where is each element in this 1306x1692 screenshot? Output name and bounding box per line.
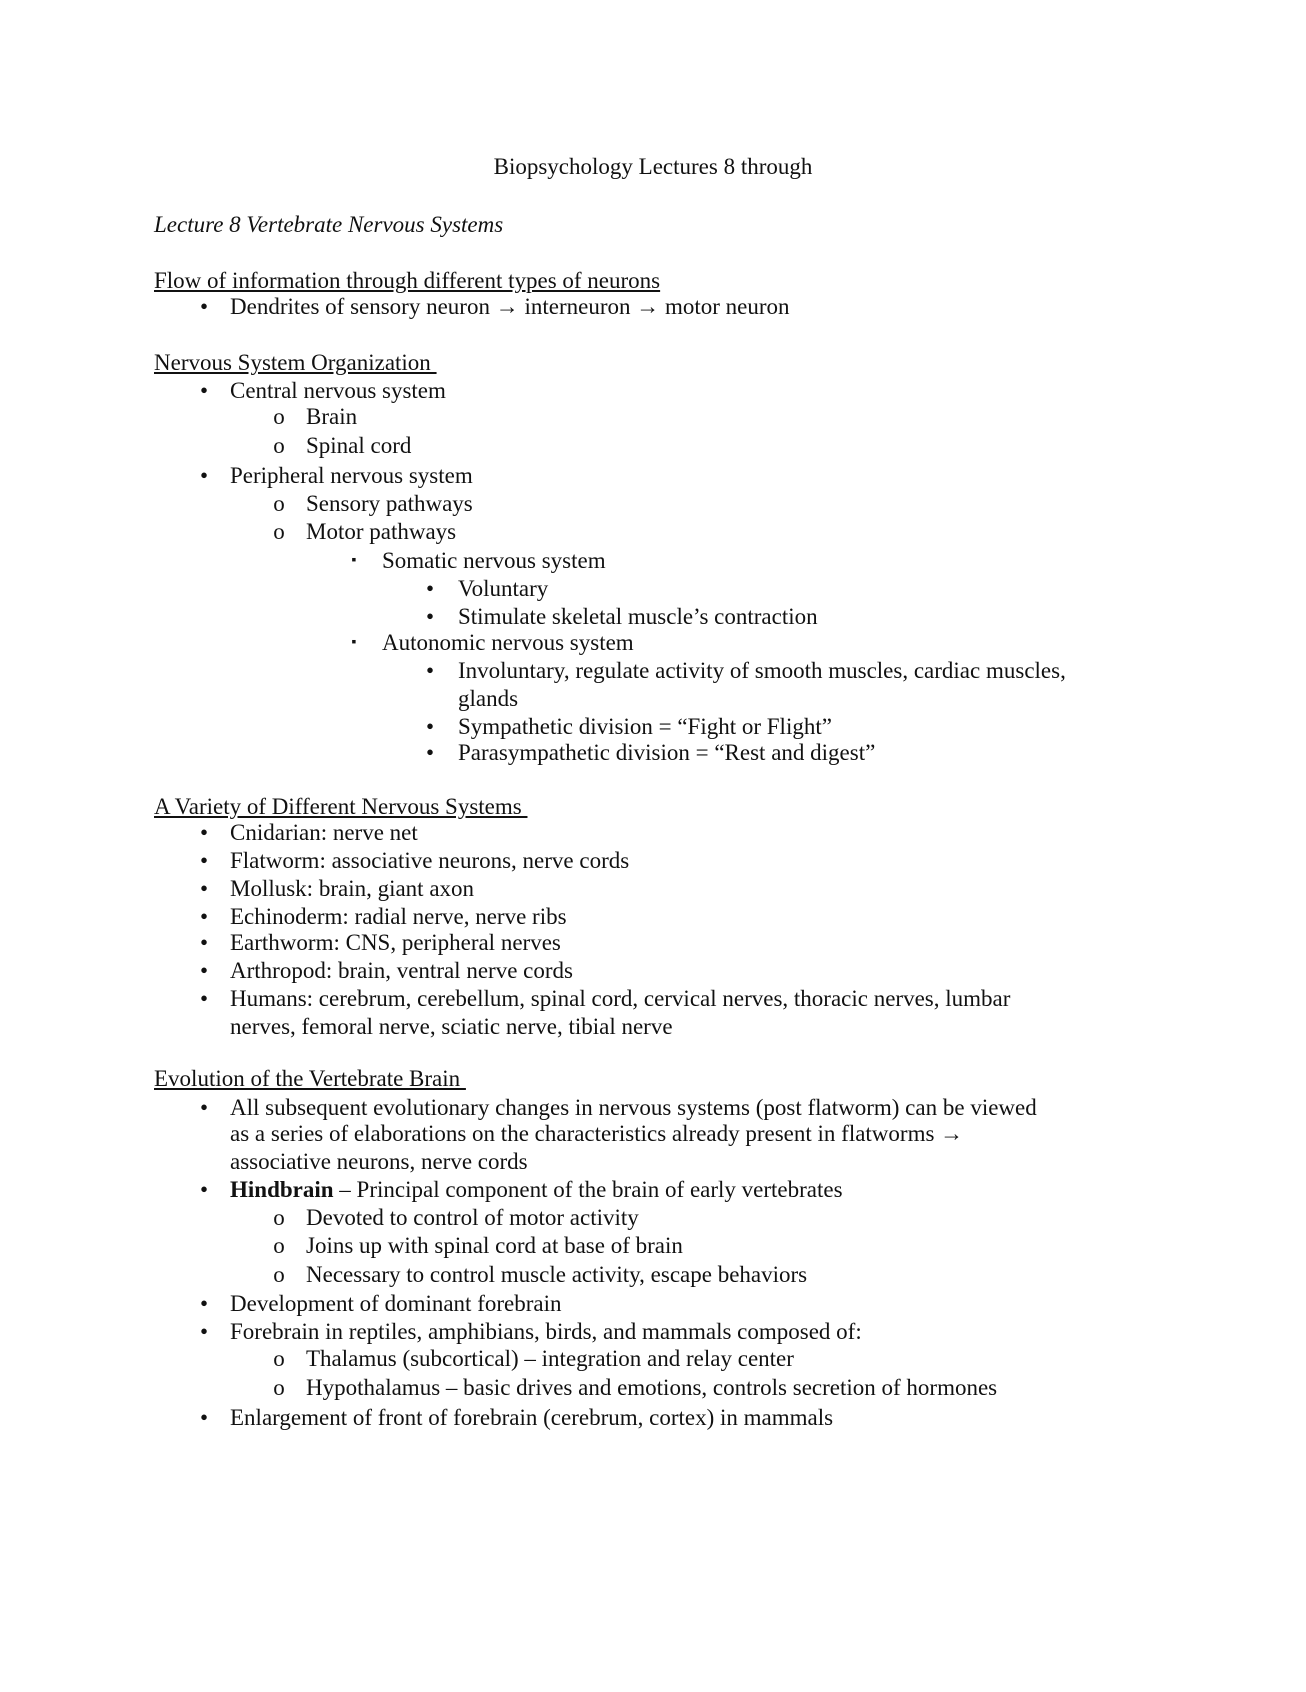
bullet-circle: o [273, 491, 285, 516]
hindbrain-term: Hindbrain [230, 1177, 334, 1202]
lecture-heading: Lecture 8 Vertebrate Nervous Systems [154, 212, 504, 237]
bullet-square: ▪ [351, 553, 357, 568]
bullet-disc: • [199, 463, 209, 488]
bullet-circle: o [273, 1205, 285, 1230]
bullet-circle: o [273, 1375, 285, 1400]
bullet-square: ▪ [351, 635, 357, 650]
bullet-circle: o [273, 1346, 285, 1371]
section-heading-organization: Nervous System Organization [154, 350, 437, 375]
bullet-disc: • [199, 378, 209, 403]
bullet-disc: • [425, 714, 435, 739]
bullet-disc: • [199, 1095, 209, 1120]
bullet-disc: • [199, 1291, 209, 1316]
bullet-disc: • [199, 958, 209, 983]
bullet-disc: • [199, 1405, 209, 1430]
bullet-circle: o [273, 1233, 285, 1258]
section-heading-evolution: Evolution of the Vertebrate Brain [154, 1066, 466, 1091]
bullet-disc: • [199, 904, 209, 929]
bullet-disc: • [199, 930, 209, 955]
document-title: Biopsychology Lectures 8 through [493, 154, 813, 179]
bullet-disc: • [199, 1319, 209, 1344]
bullet-circle: o [273, 404, 285, 429]
section-heading-flow: Flow of information through different types of neurons [154, 268, 661, 293]
bullet-disc: • [425, 604, 435, 629]
bullet-circle: o [273, 519, 285, 544]
bullet-circle: o [273, 433, 285, 458]
bullet-disc: • [199, 294, 209, 319]
bullet-disc: • [425, 576, 435, 601]
bullet-disc: • [199, 986, 209, 1011]
bullet-disc: • [199, 820, 209, 845]
bullet-disc: • [425, 658, 435, 683]
bullet-disc: • [199, 848, 209, 873]
section-heading-variety: A Variety of Different Nervous Systems [154, 794, 528, 819]
bullet-circle: o [273, 1262, 285, 1287]
bullet-disc: • [425, 740, 435, 765]
document-page: Biopsychology Lectures 8 through Lecture 8 Vertebrate Nervous Systems Flow of information through different types of neurons • Dendrites of sensory neuron → interneuron → motor neuron Nervous System Organization • Central nervous system o Brain o Spinal cord • Peripheral nervous system o Sensory pathways o Motor pathways ▪ Somatic nervous system • Voluntary • Stimulate skeletal muscle’s contraction ▪ Autonomic nervous system • Involuntary, regulate activity of smooth muscles, cardiac muscles, glands • Sympathetic division = “Fight or Flight” • Parasympathetic division = “Rest and digest” A Variety of Different Nervous Systems • Cnidarian: nerve net • Flatworm: associative neurons, nerve cords • Mollusk: brain, giant axon • Echinoderm: radial nerve, nerve ribs • Earthworm: CNS, peripheral nerves • Arthropod: brain, ventral nerve cords • Humans: cerebrum, cerebellum, spinal cord, cervical nerves, thoracic nerves, lumbar nerves, femoral nerve, sciatic nerve, tibial nerve Evolution of the Vertebrate Brain • All subsequent evolutionary changes in nervous systems (post flatworm) can be viewed as a series of elaborations on the characteristics already present in flatworms → associative neurons, nerve cords • Hindbrain – Principal component of the brain of early vertebrates o Devoted to control of motor activity o Joins up with spinal cord at base of brain o Necessary to control muscle activity, escape behaviors • Development of dominant forebrain • Forebrain in reptiles, amphibians, birds, and mammals composed of: o Thalamus (subcortical) – integration and relay center o Hypothalamus – basic drives and emotions, controls secretion of hormones • Enlargement of front of forebrain (cerebrum, cortex) in mammals [0, 0, 1306, 1692]
bullet-disc: • [199, 876, 209, 901]
bullet-disc: • [199, 1177, 209, 1202]
